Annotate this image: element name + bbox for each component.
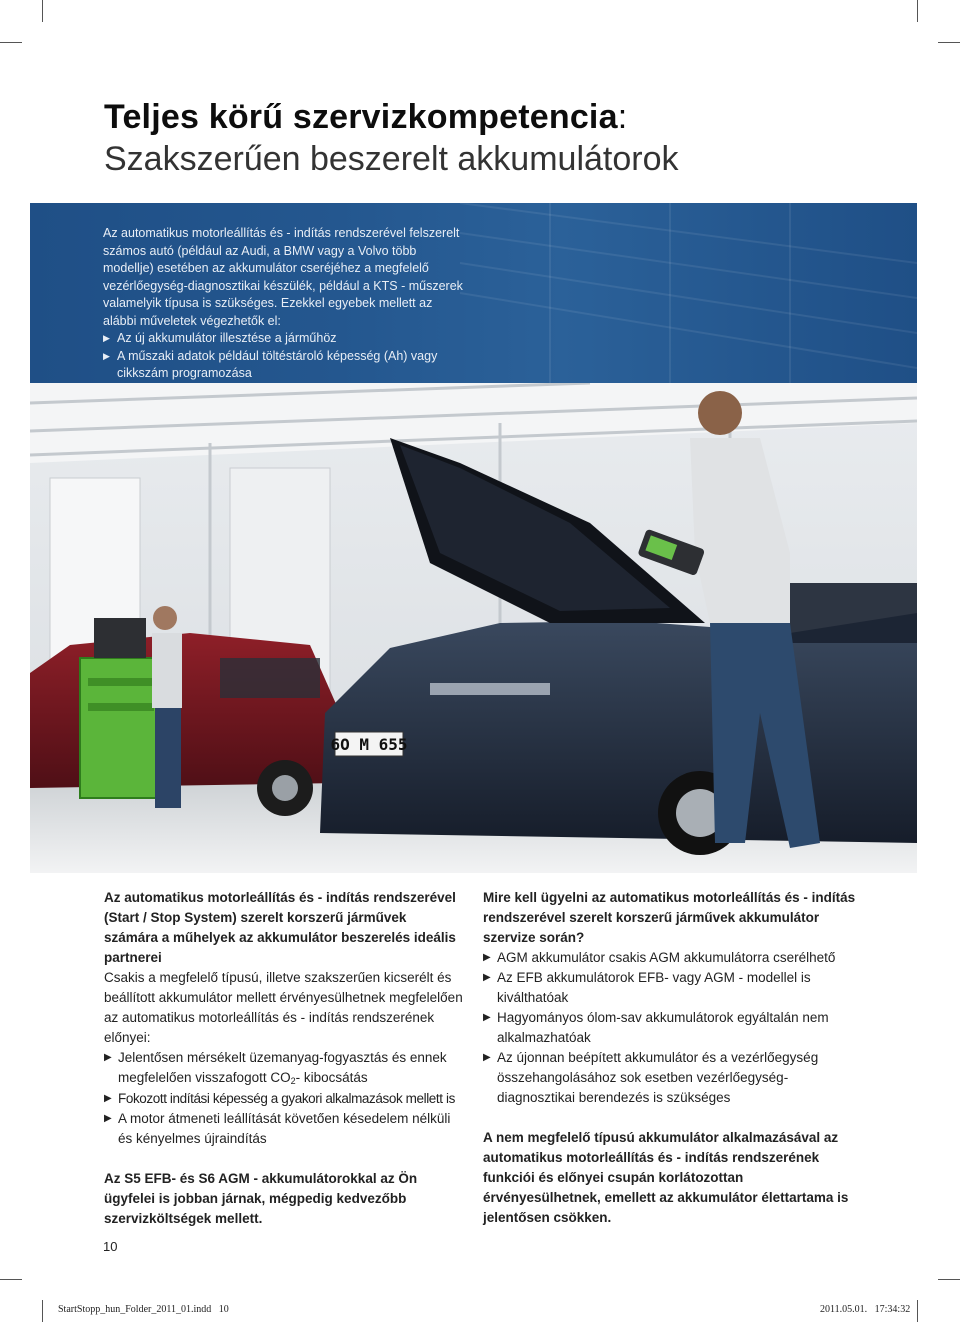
crop-mark xyxy=(0,1279,22,1280)
rule-item: ▶ Az újonnan beépített akkumulátor és a vezérlőegység összehangolásához sok esetben vezérlőegység-diagnosztikai berendezés is szükséges xyxy=(483,1048,863,1108)
crop-mark xyxy=(917,1300,918,1322)
crop-mark xyxy=(938,1279,960,1280)
co2-subscript: 2 xyxy=(290,1076,296,1086)
rule-item: ▶ AGM akkumulátor csakis AGM akkumulátorra cserélhető xyxy=(483,948,863,968)
banner-text xyxy=(103,225,463,383)
left-benefit-list xyxy=(104,1048,464,1149)
license-plate: 6O M 655 xyxy=(330,735,408,754)
left-heading: Az automatikus motorleállítás és - indítás rendszerével (Start / Stop System) szerelt korszerű járművek számára a műhelyek az akkumulátor beszerelés ideális partnerei xyxy=(104,890,456,965)
footer-filename: StartStopp_hun_Folder_2011_01.indd 10 xyxy=(58,1304,229,1315)
rule-item: ▶ Az EFB akkumulátorok EFB- vagy AGM - modellel is kiválthatóak xyxy=(483,968,863,1008)
crop-mark xyxy=(0,42,22,43)
right-closing: A nem megfelelő típusú akkumulátor alkalmazásával az automatikus motorleállítás és - indítás rendszerének funkciói és előnyei csupán korlátozottan érvényesülhetnek, emellett az akkumulátor élettartama is jelentősen csökken. xyxy=(483,1130,849,1225)
intro-banner xyxy=(30,203,917,383)
footer-timestamp xyxy=(820,1304,910,1315)
banner-list-item: ▶ Az új akkumulátor illesztése a járműhöz xyxy=(103,330,463,348)
right-list xyxy=(483,948,863,1108)
workshop-illustration xyxy=(30,383,917,873)
benefit-item xyxy=(104,1048,464,1089)
left-body: Csakis a megfelelő típusú, illetve szakszerűen kicserélt és beállított akkumulátor mellett érvényesülhetnek megfelelően az automatikus motorleállítás és - indítás rendszerének előnyei: xyxy=(104,970,463,1045)
left-column xyxy=(104,888,464,1229)
benefit-text: Jelentősen mérsékelt üzemanyag-fogyasztás és ennek megfelelően visszafogott CO xyxy=(118,1050,447,1085)
crop-mark xyxy=(42,1300,43,1322)
benefit-item: ▶ A motor átmeneti leállítását követően késedelem nélküli és kényelmes újraindítás xyxy=(104,1109,464,1149)
title-bold-text: Teljes körű szervizkompetencia xyxy=(104,98,618,136)
banner-list xyxy=(103,330,463,383)
title-colon: : xyxy=(617,98,628,136)
right-heading: Mire kell ügyelni az automatikus motorleállítás és - indítás rendszerével szerelt korszerű járművek akkumulátor szervize során? xyxy=(483,890,856,945)
page-subtitle: Szakszerűen beszerelt akkumulátorok xyxy=(104,140,679,178)
rule-item: ▶ Hagyományos ólom-sav akkumulátorok egyáltalán nem alkalmazhatóak xyxy=(483,1008,863,1048)
crop-mark xyxy=(917,0,918,22)
banner-list-item: ▶ A műszaki adatok például töltéstároló képesség (Ah) vagy cikkszám programozása xyxy=(103,348,463,383)
page-title xyxy=(104,98,627,137)
page-number: 10 xyxy=(103,1239,118,1254)
footer-date: 2011.05.01. xyxy=(820,1304,868,1315)
benefit-item: ▶ Fokozott indítási képesség a gyakori alkalmazások mellett is xyxy=(104,1089,464,1109)
footer-time: 17:34:32 xyxy=(874,1304,911,1315)
workshop-photo xyxy=(30,383,917,873)
crop-mark xyxy=(42,0,43,22)
benefit-text-tail: - kibocsátás xyxy=(295,1070,368,1085)
crop-mark xyxy=(938,42,960,43)
right-column xyxy=(483,888,863,1228)
banner-intro: Az automatikus motorleállítás és - indítás rendszerével felszerelt számos autó (például az Audi, a BMW vagy a Volvo több modellje) esetében az akkumulátor cseréjéhez a megfelelő vezérlőegység-diagnosztikai készülék, például a KTS - műszerek valamelyik típusa is szükséges. Ezekkel egyebek mellett az alábbi műveletek végezhetők el: xyxy=(103,226,463,328)
left-closing: Az S5 EFB- és S6 AGM - akkumulátorokkal az Ön ügyfelei is jobban járnak, mégpedig kedvezőbb szervizköltségek mellett. xyxy=(104,1171,418,1226)
